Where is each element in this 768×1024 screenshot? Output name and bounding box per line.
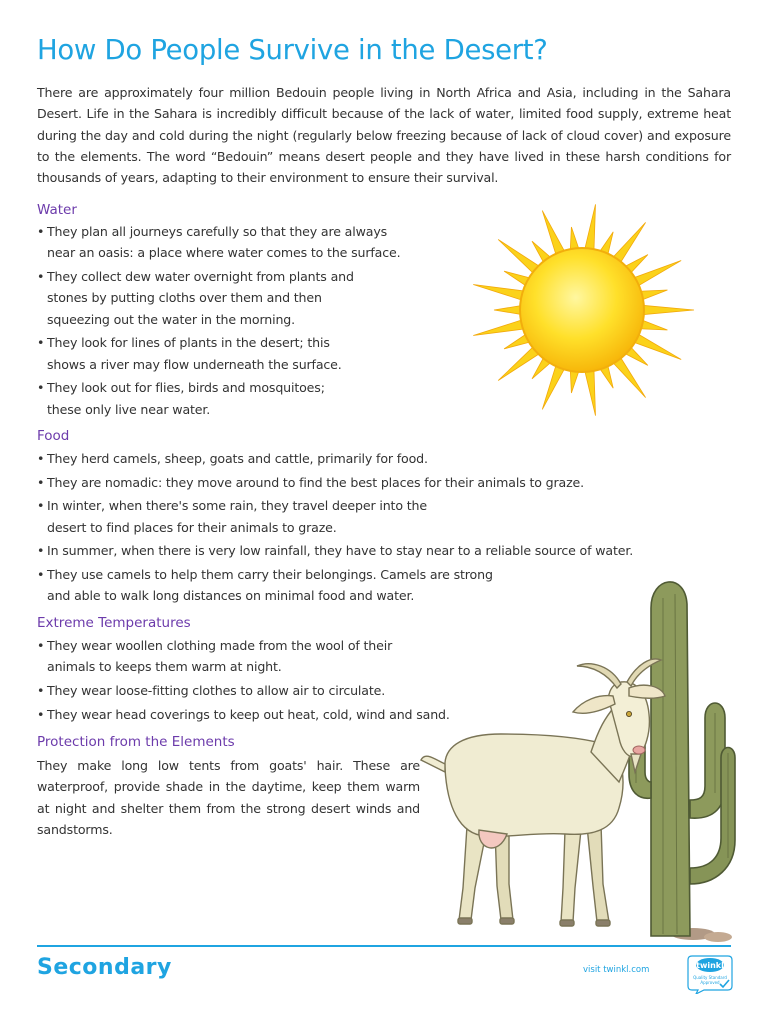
- list-item: • In winter, when there's some rain, they travel deeper into the desert to find places for their animals to graze.: [37, 495, 633, 538]
- sun-ray: [584, 204, 595, 253]
- page-title: How Do People Survive in the Desert?: [37, 34, 548, 66]
- list-item: • They use camels to help them carry their belongings. Camels are strong and able to walk long distances on minimal food and water.: [37, 564, 633, 607]
- sun-ray: [473, 319, 527, 335]
- list-item: • They plan all journeys carefully so that they are always near an oasis: a place where water comes to the surface.: [37, 221, 400, 264]
- list-item: • They wear loose-fitting clothes to allow air to circulate.: [37, 680, 450, 701]
- footer-brand: Secondary: [37, 955, 172, 980]
- section-heading-food: Food: [37, 428, 70, 444]
- section-heading-protection: Protection from the Elements: [37, 734, 235, 750]
- list-item: • They herd camels, sheep, goats and cattle, primarily for food.: [37, 448, 633, 469]
- list-item: • They look for lines of plants in the desert; this shows a river may flow underneath the surface.: [37, 332, 400, 375]
- goat-illustration: [421, 659, 665, 926]
- twinkl-quality-badge: [686, 952, 734, 994]
- footer-website-link[interactable]: visit twinkl.com: [583, 965, 650, 975]
- sun-illustration: [432, 192, 732, 432]
- section-heading-temperatures: Extreme Temperatures: [37, 615, 191, 631]
- temperatures-list: [37, 635, 450, 727]
- badge-logo-text: twinkl: [696, 961, 724, 970]
- sun-disc: [520, 248, 644, 372]
- list-item: • In summer, when there is very low rainfall, they have to stay near to a reliable source of water.: [37, 540, 633, 561]
- protection-paragraph: They make long low tents from goats' hair. These are waterproof, provide shade in the daytime, keep them warm at night and shelter them from the strong desert winds and sandstorms.: [37, 758, 420, 837]
- goat-cactus-illustration: [415, 568, 745, 946]
- water-list: [37, 221, 400, 422]
- sun-ray: [473, 285, 527, 301]
- list-item: • They wear head coverings to keep out heat, cold, wind and sand.: [37, 704, 450, 725]
- badge-line-1: Quality Standard: [693, 975, 727, 980]
- sun-ray: [640, 305, 694, 315]
- intro-paragraph: There are approximately four million Bedouin people living in North Africa and Asia, including in the Sahara Desert. Life in the Sahara is incredibly difficult because of the lack of water, limited food supply, extreme heat during the day and cold during the night (regularly below freezing because of lack of cloud cover) and exposure to the elements. The word “Bedouin” means desert people and they have lived in these harsh conditions for thousands of years, adapting to their environment to ensure their survival.: [37, 85, 731, 186]
- list-item: • They wear woollen clothing made from the wool of their animals to keeps them warm at night.: [37, 635, 450, 678]
- sun-ray: [584, 367, 595, 416]
- list-item: • They are nomadic: they move around to find the best places for their animals to graze.: [37, 472, 633, 493]
- list-item: • They look out for flies, birds and mosquitoes; these only live near water.: [37, 377, 400, 420]
- list-item: • They collect dew water overnight from plants and stones by putting cloths over them and then squeezing out the water in the morning.: [37, 266, 400, 330]
- footer-divider: [37, 945, 731, 947]
- badge-line-2: Approved: [700, 980, 720, 985]
- section-heading-water: Water: [37, 202, 77, 218]
- cactus-illustration: [629, 582, 735, 936]
